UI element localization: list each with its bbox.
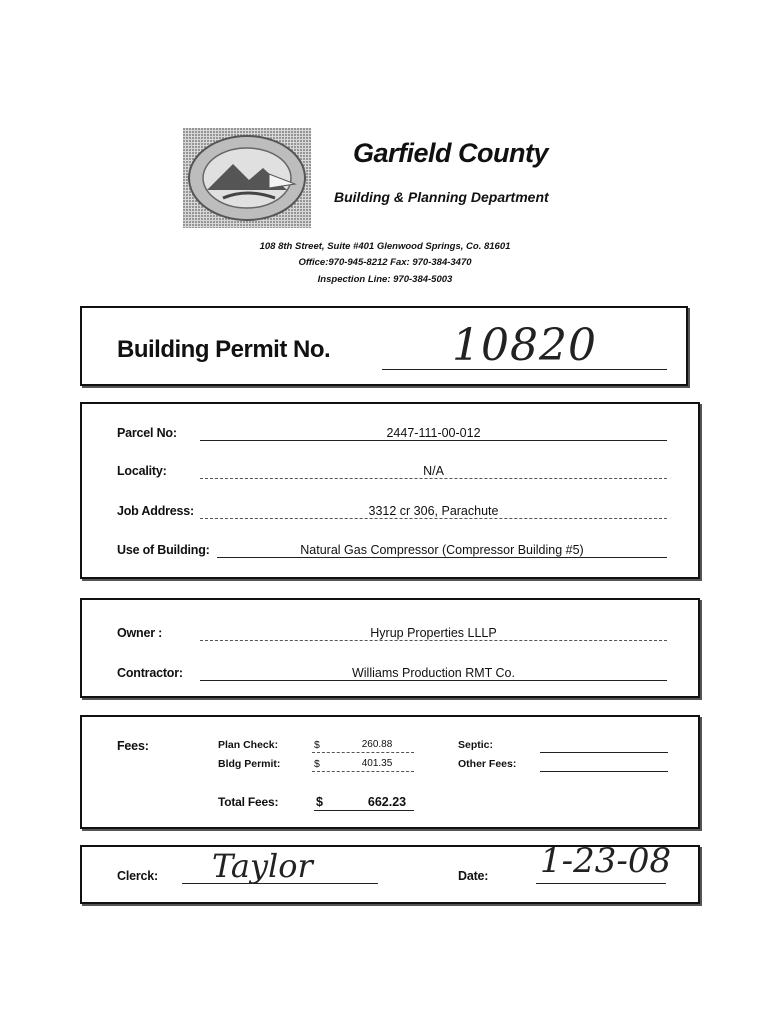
- parcel-line: [200, 440, 667, 441]
- fees-box: [80, 715, 700, 829]
- county-title: Garfield County: [353, 138, 549, 168]
- other-fees-label: Other Fees:: [458, 758, 517, 770]
- inspection-line: Inspection Line: 970-384-5003: [317, 274, 453, 285]
- locality-line: [200, 478, 667, 479]
- locality-value: N/A: [423, 464, 444, 478]
- contractor-line: [200, 680, 667, 681]
- total-fees-line: [314, 810, 414, 811]
- bldg-permit-currency: $: [314, 758, 320, 770]
- clerk-label: Clerck:: [117, 869, 158, 883]
- date-label: Date:: [458, 869, 489, 883]
- use-of-building-label: Use of Building:: [117, 543, 210, 557]
- plan-check-label: Plan Check:: [218, 739, 279, 751]
- total-fees-value: 662.23: [367, 795, 407, 809]
- permit-number-box: [80, 306, 688, 386]
- parcel-label: Parcel No:: [117, 426, 177, 440]
- fees-label: Fees:: [117, 739, 149, 753]
- county-seal-logo: [183, 128, 311, 228]
- property-info-box: [80, 402, 700, 579]
- contractor-value: Williams Production RMT Co.: [351, 666, 515, 680]
- job-address-line: [200, 518, 667, 519]
- owner-label: Owner :: [117, 626, 163, 640]
- septic-label: Septic:: [458, 739, 494, 751]
- plan-check-line: [312, 752, 414, 753]
- clerk-signature: Taylor: [212, 847, 313, 885]
- contractor-label: Contractor:: [117, 666, 183, 680]
- date-handwritten: 1-23-08: [540, 841, 672, 881]
- use-of-building-value: Natural Gas Compressor (Compressor Building #5): [300, 543, 584, 557]
- department-subtitle: Building & Planning Department: [334, 189, 549, 205]
- owner-value: Hyrup Properties LLLP: [370, 626, 497, 640]
- parcel-value: 2447-111-00-012: [386, 426, 481, 440]
- parties-box: [80, 598, 700, 698]
- owner-line: [200, 640, 667, 641]
- total-fees-currency: $: [316, 795, 323, 809]
- total-fees-label: Total Fees:: [218, 795, 279, 809]
- job-address-value: 3312 cr 306, Parachute: [368, 504, 499, 518]
- bldg-permit-line: [312, 771, 414, 772]
- permit-label: Building Permit No.: [117, 336, 331, 363]
- plan-check-currency: $: [314, 739, 320, 751]
- use-of-building-line: [217, 557, 667, 558]
- job-address-label: Job Address:: [117, 504, 195, 518]
- permit-number-handwritten: 10820: [452, 320, 597, 371]
- bldg-permit-label: Bldg Permit:: [218, 758, 281, 770]
- other-fees-line: [540, 771, 668, 772]
- plan-check-value: 260.88: [361, 739, 393, 750]
- date-line: [536, 883, 666, 884]
- septic-line: [540, 752, 668, 753]
- signature-box: [80, 841, 700, 904]
- locality-label: Locality:: [117, 464, 167, 478]
- phone-line: Office:970-945-8212 Fax: 970-384-3470: [298, 257, 472, 268]
- bldg-permit-value: 401.35: [361, 758, 393, 769]
- address-line: 108 8th Street, Suite #401 Glenwood Springs, Co. 81601: [259, 241, 511, 252]
